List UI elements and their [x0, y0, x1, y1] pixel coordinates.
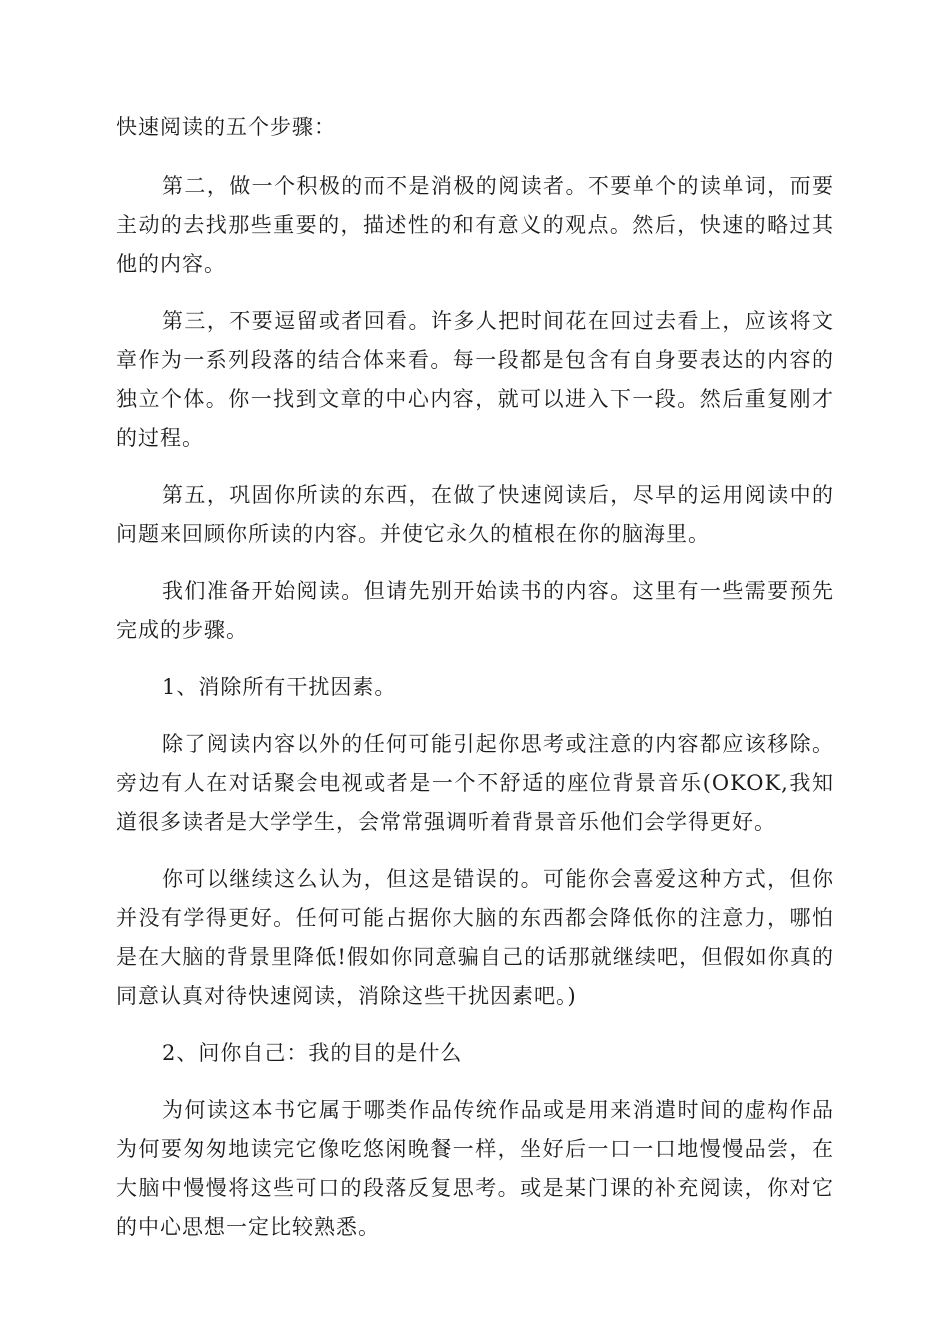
document-body [116, 108, 834, 1265]
paragraph-step-three: 第三，不要逗留或者回看。许多人把时间花在回过去看上，应该将文章作为一系列段落的结合体来看。每一段都是包含有自身要表达的内容的独立个体。你一找到文章的中心内容，就可以进入下一段。然后重复刚才的过程。 [116, 309, 834, 450]
paragraph-item-two-heading: 2、问你自己：我的目的是什么 [162, 1041, 463, 1065]
paragraph-item-one-heading: 1、消除所有干扰因素。 [162, 675, 397, 699]
paragraph-step-two: 第二，做一个积极的而不是消极的阅读者。不要单个的读单词，而要主动的去找那些重要的，描述性的和有意义的观点。然后，快速的略过其他的内容。 [116, 174, 834, 276]
paragraph-reading-purpose: 为何读这本书它属于哪类作品传统作品或是用来消遣时间的虚构作品为何要匆匆地读完它像吃悠闲晚餐一样，坐好后一口一口地慢慢品尝，在大脑中慢慢将这些可口的段落反复思考。或是某门课的补充阅读，你对它的中心思想一定比较熟悉。 [116, 1098, 834, 1239]
paragraph-remove-distractions: 除了阅读内容以外的任何可能引起你思考或注意的内容都应该移除。旁边有人在对话聚会电视或者是一个不舒适的座位背景音乐(OKOK,我知道很多读者是大学学生，会常常强调听着背景音乐他们会学得更好。 [116, 732, 834, 834]
paragraph-prepare-reading: 我们准备开始阅读。但请先别开始读书的内容。这里有一些需要预先完成的步骤。 [116, 579, 834, 642]
paragraph-background-music: 你可以继续这么认为，但这是错误的。可能你会喜爱这种方式，但你并没有学得更好。任何可能占据你大脑的东西都会降低你的注意力，哪怕是在大脑的背景里降低!假如你同意骗自己的话那就继续吧，但假如你真的同意认真对待快速阅读，消除这些干扰因素吧。) [116, 867, 834, 1008]
paragraph-step-five: 第五，巩固你所读的东西，在做了快速阅读后，尽早的运用阅读中的问题来回顾你所读的内容。并使它永久的植根在你的脑海里。 [116, 483, 834, 546]
page-title: 快速阅读的五个步骤： [116, 115, 336, 139]
